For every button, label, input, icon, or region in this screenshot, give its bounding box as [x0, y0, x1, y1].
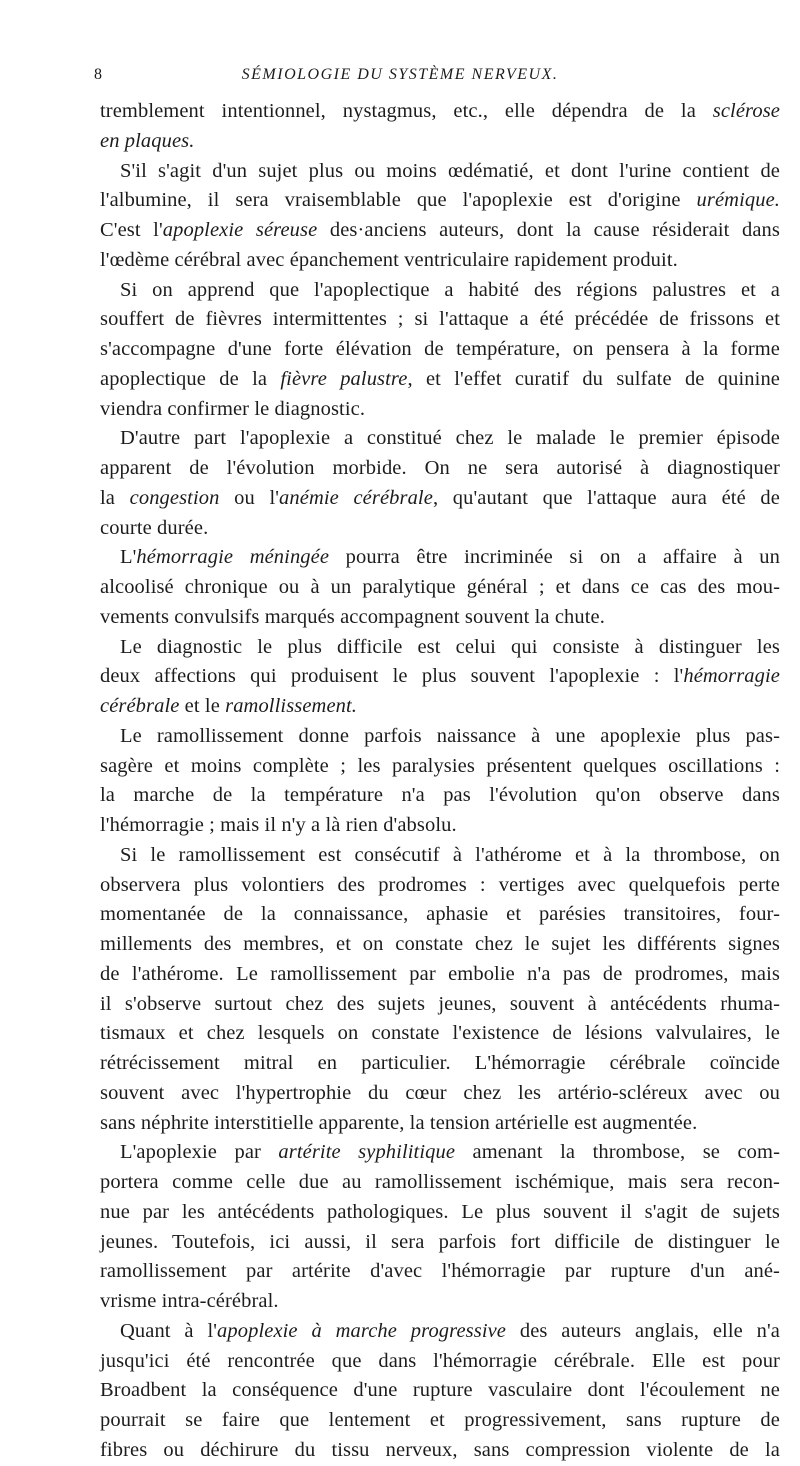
italic-term: hémorragie méningée: [136, 546, 330, 569]
text-run: Broadbent la conséquence d'une rupture vasculaire dont l'écoulement ne: [100, 1379, 780, 1402]
text-line: [100, 990, 780, 1020]
italic-term: sclérose: [712, 100, 780, 122]
text-run: pourrait se faire que lentement et progressivement, sans rupture de: [100, 1409, 780, 1431]
text-run: fibres ou déchirure du tissu nerveux, sans compression violente de la: [100, 1438, 780, 1461]
text-line: [100, 216, 780, 246]
text-run: l'albumine, il sera vraisemblable que l'apoplexie est d'origine: [100, 189, 697, 212]
text-run: Si on apprend que l'apoplectique a habité des régions palustres et a: [120, 278, 780, 301]
text-line: [100, 1406, 780, 1436]
text-run: s'accompagne d'une forte élévation de température, on pensera à la forme: [100, 338, 780, 360]
running-head: SÉMIOLOGIE DU SYSTÈME NERVEUX.: [241, 66, 559, 83]
italic-term: en plaques.: [100, 129, 195, 152]
text-line: [100, 900, 780, 930]
italic-term: ramollissement.: [225, 695, 358, 717]
text-run: nue par les antécédents pathologiques. Le plus souvent il s'agit de sujets: [100, 1200, 780, 1223]
text-line: [100, 1228, 780, 1258]
italic-term: hémorragie: [683, 665, 780, 688]
text-run: L': [120, 546, 137, 569]
text-line: [100, 633, 780, 663]
text-line: [100, 1019, 780, 1049]
text-line: [100, 841, 780, 871]
text-run: S'il s'agit d'un sujet plus ou moins œdématié, et dont l'urine contient de: [120, 159, 780, 182]
text-line: [100, 1287, 780, 1317]
page-header: [0, 66, 800, 88]
text-run: apoplectique de la: [100, 367, 281, 390]
text-run: rétrécissement mitral en particulier. L'hémorragie cérébrale coïncide: [100, 1052, 780, 1074]
body-text: [100, 97, 780, 1466]
text-run: tremblement intentionnel, nystagmus, etc., elle dépendra de la: [100, 100, 713, 122]
italic-term: cérébrale: [100, 695, 180, 717]
text-run: vrisme intra-cérébral.: [100, 1290, 279, 1312]
text-run: tismaux et chez lesquels on constate l'existence de lésions valvulaires, le: [100, 1022, 780, 1045]
text-run: L'apoplexie par: [120, 1141, 279, 1164]
text-run: la marche de la température n'a pas l'évolution qu'on observe dans: [100, 784, 780, 807]
text-run: vements convulsifs marqués accompagnent souvent la chute.: [100, 605, 605, 628]
text-run: ramollissement par artérite d'avec l'hémorragie par rupture d'un ané-: [100, 1260, 780, 1283]
text-run: souffert de fièvres intermittentes ; si l'attaque a été précédée de frissons et: [100, 308, 780, 331]
italic-term: apoplexie à marche progressive: [217, 1319, 507, 1342]
text-run: jeunes. Toutefois, ici aussi, il sera parfois fort difficile de distinguer le: [100, 1230, 780, 1253]
text-line: [100, 662, 780, 692]
text-line: [100, 722, 780, 752]
italic-term: anémie cérébrale: [279, 486, 433, 509]
text-run: portera comme celle due au ramollissement ischémique, mais sera recon-: [100, 1171, 780, 1193]
text-run: des auteurs anglais, elle n'a: [506, 1319, 780, 1342]
text-line: [100, 1317, 780, 1347]
text-run: apparent de l'évolution morbide. On ne sera autorisé à diagnostiquer: [100, 457, 780, 479]
text-run: et le: [179, 695, 226, 717]
text-line: [100, 543, 780, 573]
text-line: [100, 871, 780, 901]
text-line: [100, 1436, 780, 1466]
text-line: [100, 1257, 780, 1287]
italic-term: urémique.: [696, 189, 780, 212]
text-line: [100, 97, 780, 127]
text-line: [100, 1109, 780, 1139]
text-run: pourra être incriminée si on a affaire à un: [329, 546, 780, 569]
text-line: [100, 752, 780, 782]
text-line: [100, 186, 780, 216]
text-run: la: [100, 486, 130, 509]
italic-term: apoplexie séreuse: [162, 219, 318, 241]
text-run: , et l'effet curatif du sulfate de quinine: [407, 367, 780, 390]
text-run: souvent avec l'hypertrophie du cœur chez les artério-scléreux avec ou: [100, 1081, 780, 1104]
text-run: millements des membres, et on constate chez le sujet les différents signes: [100, 933, 780, 955]
text-run: sagère et moins complète ; les paralysies présentent quelques oscillations :: [100, 754, 780, 777]
italic-term: artérite syphilitique: [278, 1141, 456, 1164]
italic-term: congestion: [129, 486, 220, 509]
text-line: [100, 960, 780, 990]
italic-term: fièvre palustre: [280, 367, 408, 390]
text-run: de l'athérome. Le ramollissement par embolie n'a pas de prodromes, mais: [100, 962, 780, 985]
text-run: l'œdème cérébral avec épanchement ventriculaire rapidement produit.: [100, 248, 678, 271]
text-run: courte durée.: [100, 516, 209, 539]
text-line: [100, 1138, 780, 1168]
text-run: l'hémorragie ; mais il n'y a là rien d'absolu.: [100, 814, 457, 836]
text-run: D'autre part l'apoplexie a constitué chez le malade le premier épisode: [120, 427, 780, 450]
text-line: [100, 246, 780, 276]
text-run: il s'observe surtout chez des sujets jeunes, souvent à antécédents rhuma-: [100, 992, 780, 1015]
text-line: [100, 305, 780, 335]
text-line: [100, 484, 780, 514]
text-run: , qu'autant que l'attaque aura été de: [432, 486, 780, 509]
text-line: [100, 1198, 780, 1228]
text-line: [100, 335, 780, 365]
text-run: alcoolisé chronique ou à un paralytique général ; et dans ce cas des mou-: [100, 576, 780, 598]
text-run: Le diagnostic le plus difficile est celui qui consiste à distinguer les: [120, 635, 780, 658]
text-line: [100, 127, 780, 157]
text-line: [100, 1049, 780, 1079]
text-line: [100, 1168, 780, 1198]
text-run: Si le ramollissement est consécutif à l'athérome et à la thrombose, on: [120, 843, 780, 866]
text-run: deux affections qui produisent le plus souvent l'apoplexie : l': [100, 665, 684, 688]
text-run: ou l': [219, 486, 280, 509]
text-line: [100, 930, 780, 960]
text-run: amenant la thrombose, se com-: [455, 1141, 780, 1164]
text-line: [100, 811, 780, 841]
text-line: [100, 395, 780, 425]
text-line: [100, 1376, 780, 1406]
text-run: momentanée de la connaissance, aphasie et parésies transitoires, four-: [100, 903, 780, 926]
page-number: 8: [94, 66, 102, 83]
text-run: Le ramollissement donne parfois naissance à une apoplexie plus pas-: [120, 724, 780, 747]
text-line: [100, 573, 780, 603]
text-run: viendra confirmer le diagnostic.: [100, 397, 366, 420]
text-run: jusqu'ici été rencontrée que dans l'hémorragie cérébrale. Elle est pour: [100, 1349, 780, 1372]
text-run: C'est l': [100, 219, 163, 241]
text-line: [100, 692, 780, 722]
text-line: [100, 365, 780, 395]
text-line: [100, 424, 780, 454]
text-run: observera plus volontiers des prodromes : vertiges avec quelquefois perte: [100, 873, 780, 896]
text-run: sans néphrite interstitielle apparente, la tension artérielle est augmentée.: [100, 1111, 698, 1134]
text-line: [100, 276, 780, 306]
text-line: [100, 514, 780, 544]
text-line: [100, 454, 780, 484]
text-line: [100, 1347, 780, 1377]
text-run: des·anciens auteurs, dont la cause résiderait dans: [317, 219, 780, 241]
text-run: Quant à l': [120, 1319, 218, 1342]
text-line: [100, 1079, 780, 1109]
text-line: [100, 781, 780, 811]
text-line: [100, 603, 780, 633]
text-line: [100, 157, 780, 187]
